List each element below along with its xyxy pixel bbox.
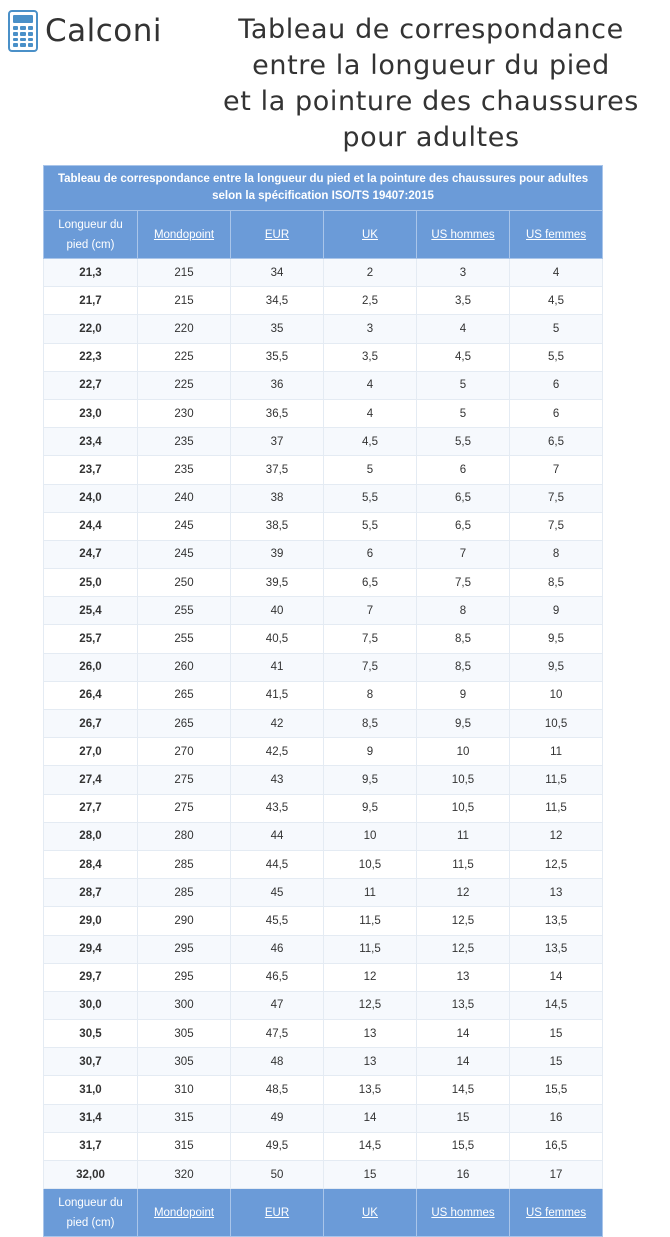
us-men-cell: 8: [417, 597, 510, 625]
us-men-cell: 16: [417, 1161, 510, 1189]
uk-cell: 6: [324, 540, 417, 568]
mondopoint-cell: 245: [138, 540, 231, 568]
table-row: [44, 1076, 603, 1104]
table-row: [44, 371, 603, 399]
foot-length-cell: 22,7: [44, 371, 138, 399]
table-row: [44, 710, 603, 738]
uk-cell: 13: [324, 1048, 417, 1076]
mondopoint-cell: 285: [138, 850, 231, 878]
table-row: [44, 794, 603, 822]
uk-cell: 5,5: [324, 484, 417, 512]
eur-cell: 43: [231, 766, 324, 794]
table-row: [44, 1161, 603, 1189]
mondopoint-cell: 300: [138, 991, 231, 1019]
uk-cell: 13,5: [324, 1076, 417, 1104]
us-women-cell: 6: [510, 371, 603, 399]
uk-cell: 9,5: [324, 794, 417, 822]
footer-eur-link[interactable]: EUR: [231, 1189, 324, 1237]
eur-cell: 42: [231, 710, 324, 738]
table-row: [44, 935, 603, 963]
uk-cell: 7,5: [324, 653, 417, 681]
foot-length-cell: 24,0: [44, 484, 138, 512]
uk-cell: 4: [324, 371, 417, 399]
us-men-cell: 9: [417, 681, 510, 709]
table-row: [44, 879, 603, 907]
size-conversion-table: [43, 165, 603, 1237]
header-mondopoint-link[interactable]: Mondopoint: [138, 211, 231, 259]
table-row: [44, 907, 603, 935]
uk-cell: 9,5: [324, 766, 417, 794]
table-row: [44, 597, 603, 625]
table-row: [44, 1048, 603, 1076]
eur-cell: 45,5: [231, 907, 324, 935]
us-men-cell: 14: [417, 1048, 510, 1076]
footer-us-men-link[interactable]: US hommes: [417, 1189, 510, 1237]
mondopoint-cell: 240: [138, 484, 231, 512]
us-women-cell: 11,5: [510, 794, 603, 822]
mondopoint-cell: 235: [138, 428, 231, 456]
foot-length-cell: 26,7: [44, 710, 138, 738]
mondopoint-cell: 295: [138, 963, 231, 991]
uk-cell: 7: [324, 597, 417, 625]
mondopoint-cell: 285: [138, 879, 231, 907]
us-men-cell: 8,5: [417, 625, 510, 653]
us-women-cell: 4: [510, 259, 603, 287]
foot-length-cell: 30,5: [44, 1020, 138, 1048]
table-row: [44, 681, 603, 709]
calculator-icon: [8, 10, 38, 52]
foot-length-cell: 30,7: [44, 1048, 138, 1076]
us-men-cell: 6,5: [417, 484, 510, 512]
eur-cell: 39: [231, 540, 324, 568]
us-women-cell: 10: [510, 681, 603, 709]
uk-cell: 9: [324, 738, 417, 766]
us-women-cell: 6,5: [510, 428, 603, 456]
uk-cell: 3,5: [324, 343, 417, 371]
us-men-cell: 11,5: [417, 850, 510, 878]
foot-length-cell: 25,7: [44, 625, 138, 653]
uk-cell: 11,5: [324, 935, 417, 963]
mondopoint-cell: 215: [138, 259, 231, 287]
mondopoint-cell: 275: [138, 794, 231, 822]
uk-cell: 12,5: [324, 991, 417, 1019]
table-row: [44, 399, 603, 427]
us-women-cell: 12: [510, 822, 603, 850]
footer-us-women-link[interactable]: US femmes: [510, 1189, 603, 1237]
uk-cell: 4,5: [324, 428, 417, 456]
us-women-cell: 15,5: [510, 1076, 603, 1104]
us-women-cell: 8,5: [510, 569, 603, 597]
eur-cell: 38: [231, 484, 324, 512]
foot-length-cell: 31,7: [44, 1132, 138, 1160]
eur-cell: 39,5: [231, 569, 324, 597]
foot-length-cell: 23,7: [44, 456, 138, 484]
table-row: [44, 963, 603, 991]
foot-length-cell: 25,0: [44, 569, 138, 597]
mondopoint-cell: 230: [138, 399, 231, 427]
uk-cell: 6,5: [324, 569, 417, 597]
us-men-cell: 15,5: [417, 1132, 510, 1160]
us-women-cell: 8: [510, 540, 603, 568]
us-men-cell: 14,5: [417, 1076, 510, 1104]
uk-cell: 5: [324, 456, 417, 484]
mondopoint-cell: 245: [138, 512, 231, 540]
eur-cell: 35: [231, 315, 324, 343]
mondopoint-cell: 215: [138, 287, 231, 315]
us-men-cell: 6,5: [417, 512, 510, 540]
foot-length-cell: 23,4: [44, 428, 138, 456]
eur-cell: 44: [231, 822, 324, 850]
us-men-cell: 14: [417, 1020, 510, 1048]
table-row: [44, 315, 603, 343]
page-title-line: entre la longueur du pied: [252, 50, 610, 81]
mondopoint-cell: 315: [138, 1104, 231, 1132]
foot-length-cell: 26,4: [44, 681, 138, 709]
table-header-row: [44, 211, 603, 259]
us-men-cell: 13: [417, 963, 510, 991]
table-row: [44, 259, 603, 287]
us-women-cell: 7,5: [510, 484, 603, 512]
foot-length-cell: 29,7: [44, 963, 138, 991]
mondopoint-cell: 220: [138, 315, 231, 343]
table-row: [44, 738, 603, 766]
foot-length-cell: 32,00: [44, 1161, 138, 1189]
uk-cell: 13: [324, 1020, 417, 1048]
us-men-cell: 5: [417, 399, 510, 427]
us-men-cell: 4: [417, 315, 510, 343]
eur-cell: 38,5: [231, 512, 324, 540]
foot-length-cell: 31,0: [44, 1076, 138, 1104]
us-men-cell: 11: [417, 822, 510, 850]
footer-uk-link[interactable]: UK: [324, 1189, 417, 1237]
us-women-cell: 14: [510, 963, 603, 991]
page-title: [190, 12, 670, 156]
eur-cell: 41: [231, 653, 324, 681]
mondopoint-cell: 235: [138, 456, 231, 484]
eur-cell: 48: [231, 1048, 324, 1076]
eur-cell: 37: [231, 428, 324, 456]
eur-cell: 43,5: [231, 794, 324, 822]
us-men-cell: 12: [417, 879, 510, 907]
us-women-cell: 7,5: [510, 512, 603, 540]
mondopoint-cell: 290: [138, 907, 231, 935]
page-title-line: Tableau de correspondance: [238, 14, 624, 45]
us-men-cell: 7,5: [417, 569, 510, 597]
table-row: [44, 625, 603, 653]
table-row: [44, 540, 603, 568]
us-women-cell: 11,5: [510, 766, 603, 794]
mondopoint-cell: 305: [138, 1020, 231, 1048]
us-men-cell: 13,5: [417, 991, 510, 1019]
table-caption: Tableau de correspondance entre la longueur du pied et la pointure des chaussures pour adultes selon la spécification ISO/TS 19407:2015: [44, 166, 603, 211]
us-women-cell: 7: [510, 456, 603, 484]
us-women-cell: 16: [510, 1104, 603, 1132]
foot-length-cell: 29,4: [44, 935, 138, 963]
eur-cell: 46: [231, 935, 324, 963]
foot-length-cell: 29,0: [44, 907, 138, 935]
eur-cell: 40,5: [231, 625, 324, 653]
table-row: [44, 1132, 603, 1160]
foot-length-cell: 30,0: [44, 991, 138, 1019]
foot-length-cell: 24,7: [44, 540, 138, 568]
foot-length-cell: 28,7: [44, 879, 138, 907]
header-us-men-link[interactable]: US hommes: [417, 211, 510, 259]
table-row: [44, 850, 603, 878]
eur-cell: 48,5: [231, 1076, 324, 1104]
us-women-cell: 16,5: [510, 1132, 603, 1160]
uk-cell: 11,5: [324, 907, 417, 935]
foot-length-cell: 27,7: [44, 794, 138, 822]
us-men-cell: 12,5: [417, 935, 510, 963]
eur-cell: 47: [231, 991, 324, 1019]
eur-cell: 37,5: [231, 456, 324, 484]
mondopoint-cell: 250: [138, 569, 231, 597]
us-men-cell: 4,5: [417, 343, 510, 371]
header-foot-length: Longueur du pied (cm): [44, 211, 138, 259]
mondopoint-cell: 265: [138, 681, 231, 709]
eur-cell: 40: [231, 597, 324, 625]
uk-cell: 8,5: [324, 710, 417, 738]
us-women-cell: 15: [510, 1048, 603, 1076]
us-men-cell: 15: [417, 1104, 510, 1132]
us-men-cell: 10,5: [417, 794, 510, 822]
uk-cell: 11: [324, 879, 417, 907]
table-row: [44, 287, 603, 315]
eur-cell: 36: [231, 371, 324, 399]
foot-length-cell: 26,0: [44, 653, 138, 681]
mondopoint-cell: 280: [138, 822, 231, 850]
foot-length-cell: 21,3: [44, 259, 138, 287]
uk-cell: 14,5: [324, 1132, 417, 1160]
mondopoint-cell: 225: [138, 343, 231, 371]
mondopoint-cell: 265: [138, 710, 231, 738]
mondopoint-cell: 310: [138, 1076, 231, 1104]
us-women-cell: 5,5: [510, 343, 603, 371]
brand-logo[interactable]: [8, 10, 162, 52]
us-men-cell: 6: [417, 456, 510, 484]
us-women-cell: 15: [510, 1020, 603, 1048]
us-men-cell: 3: [417, 259, 510, 287]
mondopoint-cell: 315: [138, 1132, 231, 1160]
us-women-cell: 11: [510, 738, 603, 766]
us-men-cell: 12,5: [417, 907, 510, 935]
us-men-cell: 5: [417, 371, 510, 399]
us-women-cell: 6: [510, 399, 603, 427]
uk-cell: 14: [324, 1104, 417, 1132]
foot-length-cell: 22,0: [44, 315, 138, 343]
eur-cell: 35,5: [231, 343, 324, 371]
mondopoint-cell: 260: [138, 653, 231, 681]
uk-cell: 10,5: [324, 850, 417, 878]
table-row: [44, 1104, 603, 1132]
us-men-cell: 5,5: [417, 428, 510, 456]
eur-cell: 34: [231, 259, 324, 287]
mondopoint-cell: 225: [138, 371, 231, 399]
eur-cell: 50: [231, 1161, 324, 1189]
uk-cell: 7,5: [324, 625, 417, 653]
us-women-cell: 13: [510, 879, 603, 907]
us-men-cell: 10,5: [417, 766, 510, 794]
foot-length-cell: 22,3: [44, 343, 138, 371]
page-title-line: et la pointure des chaussures: [223, 86, 639, 117]
foot-length-cell: 31,4: [44, 1104, 138, 1132]
uk-cell: 4: [324, 399, 417, 427]
mondopoint-cell: 255: [138, 625, 231, 653]
us-men-cell: 3,5: [417, 287, 510, 315]
mondopoint-cell: 320: [138, 1161, 231, 1189]
table-footer-row: [44, 1189, 603, 1237]
uk-cell: 8: [324, 681, 417, 709]
eur-cell: 49,5: [231, 1132, 324, 1160]
us-women-cell: 10,5: [510, 710, 603, 738]
table-row: [44, 456, 603, 484]
eur-cell: 34,5: [231, 287, 324, 315]
table-row: [44, 512, 603, 540]
uk-cell: 2,5: [324, 287, 417, 315]
table-row: [44, 343, 603, 371]
uk-cell: 2: [324, 259, 417, 287]
eur-cell: 42,5: [231, 738, 324, 766]
us-women-cell: 13,5: [510, 935, 603, 963]
foot-length-cell: 28,0: [44, 822, 138, 850]
us-women-cell: 14,5: [510, 991, 603, 1019]
foot-length-cell: 27,4: [44, 766, 138, 794]
mondopoint-cell: 295: [138, 935, 231, 963]
us-women-cell: 13,5: [510, 907, 603, 935]
us-men-cell: 7: [417, 540, 510, 568]
us-women-cell: 9,5: [510, 653, 603, 681]
foot-length-cell: 25,4: [44, 597, 138, 625]
uk-cell: 5,5: [324, 512, 417, 540]
eur-cell: 46,5: [231, 963, 324, 991]
table-row: [44, 766, 603, 794]
us-women-cell: 9,5: [510, 625, 603, 653]
uk-cell: 15: [324, 1161, 417, 1189]
mondopoint-cell: 255: [138, 597, 231, 625]
table-row: [44, 484, 603, 512]
eur-cell: 36,5: [231, 399, 324, 427]
us-women-cell: 9: [510, 597, 603, 625]
mondopoint-cell: 275: [138, 766, 231, 794]
us-men-cell: 10: [417, 738, 510, 766]
table-row: [44, 653, 603, 681]
table-row: [44, 991, 603, 1019]
mondopoint-cell: 305: [138, 1048, 231, 1076]
us-women-cell: 5: [510, 315, 603, 343]
eur-cell: 49: [231, 1104, 324, 1132]
table-row: [44, 428, 603, 456]
eur-cell: 44,5: [231, 850, 324, 878]
table-row: [44, 822, 603, 850]
foot-length-cell: 28,4: [44, 850, 138, 878]
header-uk-link[interactable]: UK: [324, 211, 417, 259]
header-eur-link[interactable]: EUR: [231, 211, 324, 259]
table-row: [44, 569, 603, 597]
uk-cell: 10: [324, 822, 417, 850]
brand-name: Calconi: [45, 13, 163, 49]
footer-foot-length: Longueur du pied (cm): [44, 1189, 138, 1237]
foot-length-cell: 24,4: [44, 512, 138, 540]
footer-mondopoint-link[interactable]: Mondopoint: [138, 1189, 231, 1237]
us-men-cell: 9,5: [417, 710, 510, 738]
uk-cell: 12: [324, 963, 417, 991]
foot-length-cell: 23,0: [44, 399, 138, 427]
mondopoint-cell: 270: [138, 738, 231, 766]
page-title-line: pour adultes: [342, 122, 520, 153]
us-men-cell: 8,5: [417, 653, 510, 681]
foot-length-cell: 27,0: [44, 738, 138, 766]
us-women-cell: 4,5: [510, 287, 603, 315]
header-us-women-link[interactable]: US femmes: [510, 211, 603, 259]
table-row: [44, 1020, 603, 1048]
foot-length-cell: 21,7: [44, 287, 138, 315]
us-women-cell: 17: [510, 1161, 603, 1189]
us-women-cell: 12,5: [510, 850, 603, 878]
eur-cell: 41,5: [231, 681, 324, 709]
eur-cell: 47,5: [231, 1020, 324, 1048]
uk-cell: 3: [324, 315, 417, 343]
eur-cell: 45: [231, 879, 324, 907]
